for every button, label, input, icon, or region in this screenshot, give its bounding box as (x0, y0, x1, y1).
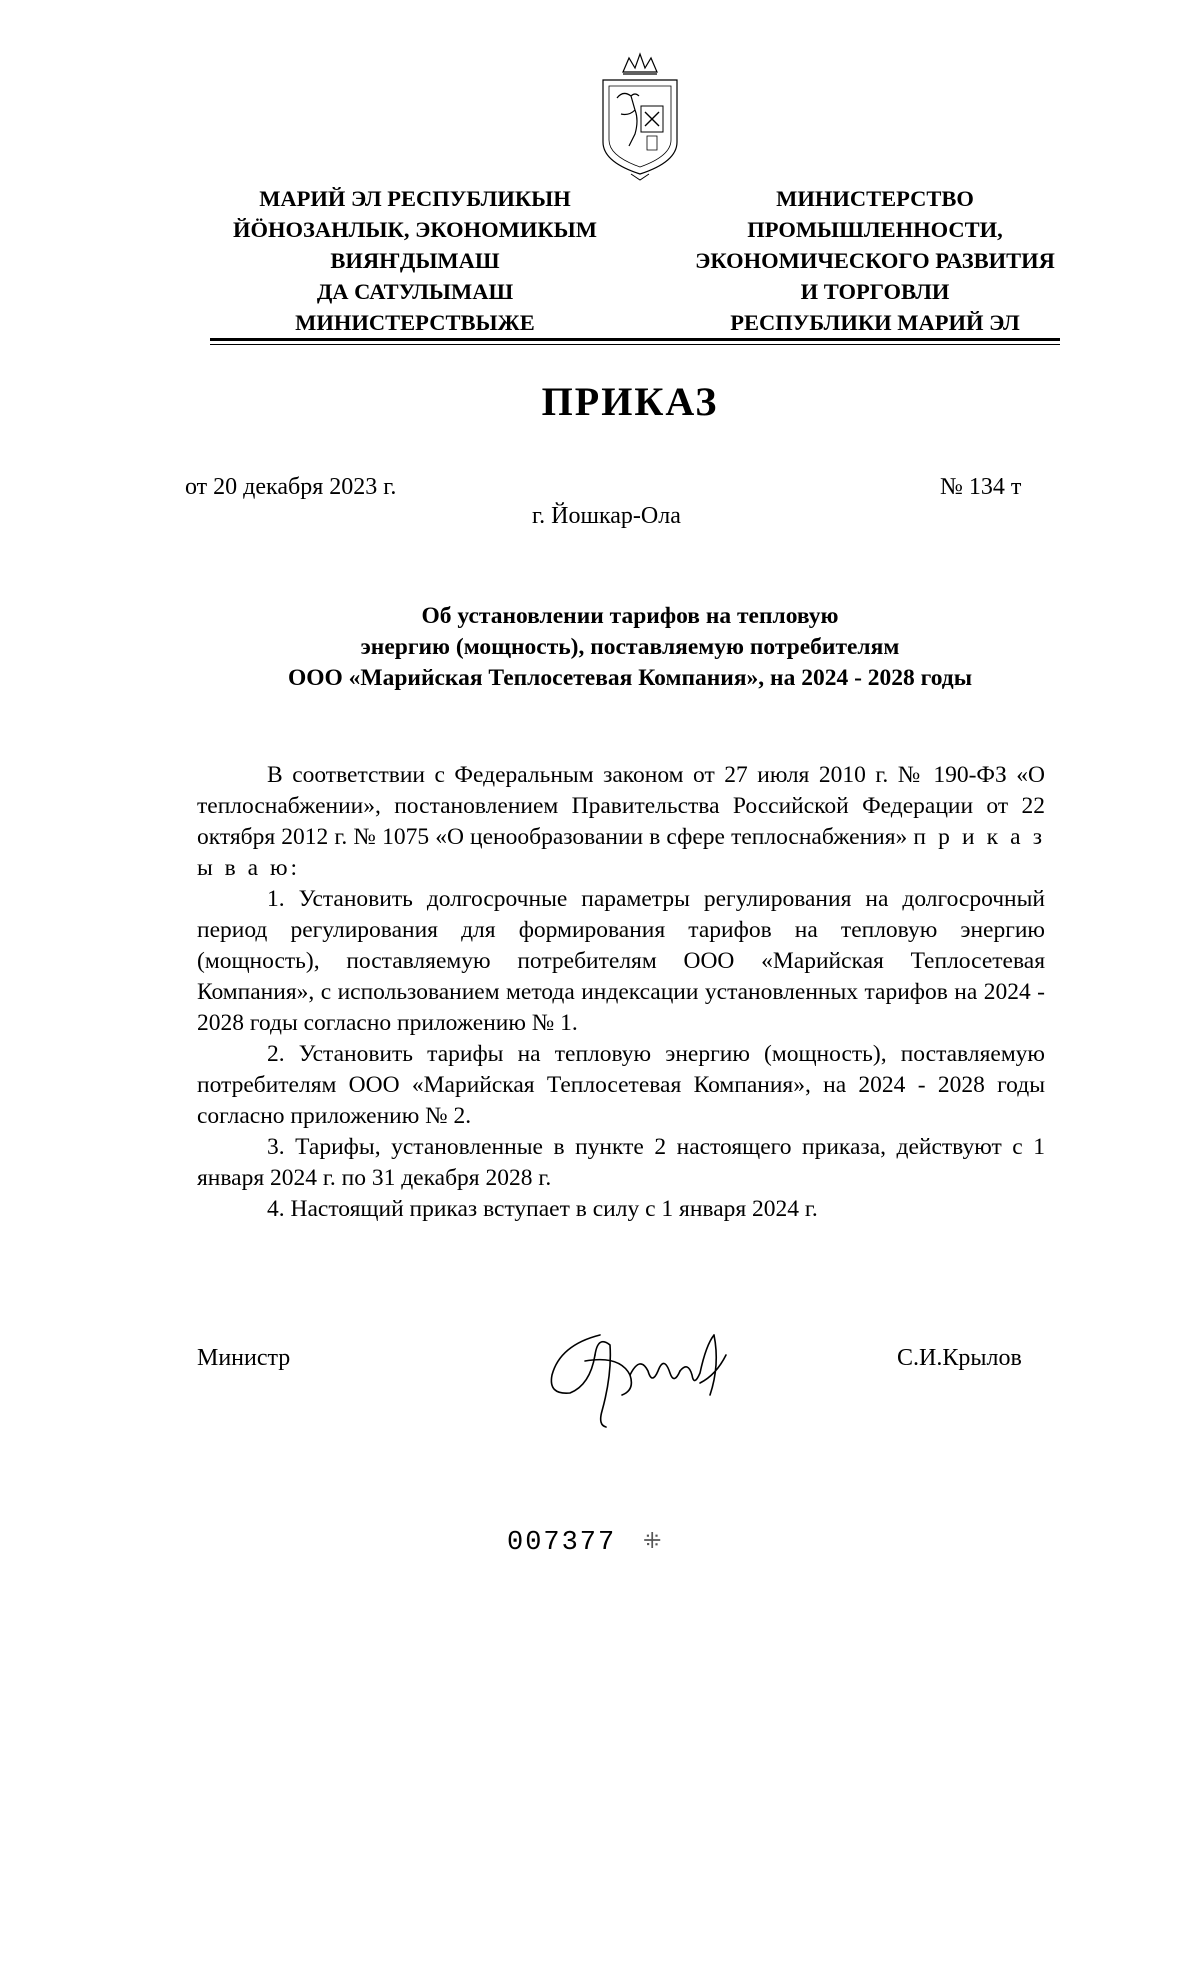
header-right-line: МИНИСТЕРСТВО (776, 186, 974, 211)
subject-line: энергию (мощность), поставляемую потребителям (360, 634, 900, 660)
coat-of-arms-emblem (595, 50, 685, 182)
signatory-name: С.И.Крылов (897, 1345, 1022, 1371)
document-subject (180, 601, 1080, 694)
order-item: 4. Настоящий приказ вступает в силу с 1 января 2024 г. (267, 1196, 818, 1222)
header-left-line: МАРИЙ ЭЛ РЕСПУБЛИКЫН (259, 186, 571, 211)
header-right-line: РЕСПУБЛИКИ МАРИЙ ЭЛ (730, 310, 1020, 335)
preamble-paragraph (197, 760, 1045, 884)
header-mari-language (205, 183, 625, 338)
preamble-text: В соответствии с Федеральным законом от 27 июля 2010 г. № 190-ФЗ «О теплоснабжении», постановлением Правительства Российской Федерации от 22 октября 2012 г. № 1075 «О ценообразовании в сфере теплоснабжения» (197, 762, 1045, 850)
header-right-line: И ТОРГОВЛИ (800, 279, 950, 304)
document-number: № 134 т (940, 474, 1022, 500)
header-russian-language (655, 183, 1095, 338)
signatory-position: Министр (197, 1345, 291, 1371)
serial-stamp-mark: ⁜ (643, 1528, 662, 1553)
header-left-line: ВИЯҤДЫМАШ (330, 248, 500, 273)
subject-line: Об установлении тарифов на тепловую (421, 603, 839, 629)
header-divider-thick (210, 338, 1060, 341)
header-divider-thin (210, 344, 1060, 345)
order-item: 2. Установить тарифы на тепловую энергию (мощность), поставляемую потребителям ООО «Марийская Теплосетевая Компания», на 2024 - 2028 годы согласно приложению № 2. (197, 1041, 1045, 1129)
document-city: г. Йошкар-Ола (532, 503, 681, 529)
order-word: п р и к а з ы в а ю: (197, 824, 1045, 881)
document-date: от 20 декабря 2023 г. (185, 474, 397, 500)
document-title: ПРИКАЗ (541, 379, 719, 424)
header-right-line: ЭКОНОМИЧЕСКОГО РАЗВИТИЯ (695, 248, 1055, 273)
order-item: 1. Установить долгосрочные параметры регулирования на долгосрочный период регулирования для формирования тарифов на тепловую энергию (мощность), поставляемую потребителям ООО «Марийская Теплосетевая Компания», с использованием метода индексации установленных тарифов на 2024 - 2028 годы согласно приложению № 1. (197, 886, 1045, 1036)
header-right-line: ПРОМЫШЛЕННОСТИ, (747, 217, 1003, 242)
order-item: 3. Тарифы, установленные в пункте 2 настоящего приказа, действуют с 1 января 2024 г. по 31 декабря 2028 г. (197, 1134, 1045, 1191)
document-body (197, 760, 1045, 1225)
header-left-line: МИНИСТЕРСТВЫЖЕ (295, 310, 535, 335)
header-left-line: ЙӦНОЗАНЛЫК, ЭКОНОМИКЫМ (233, 217, 597, 242)
subject-line: ООО «Марийская Теплосетевая Компания», на 2024 - 2028 годы (287, 665, 973, 691)
header-left-line: ДА САТУЛЫМАШ (316, 279, 514, 304)
handwritten-signature (540, 1315, 770, 1435)
document-serial-number: 007377 (507, 1528, 617, 1558)
